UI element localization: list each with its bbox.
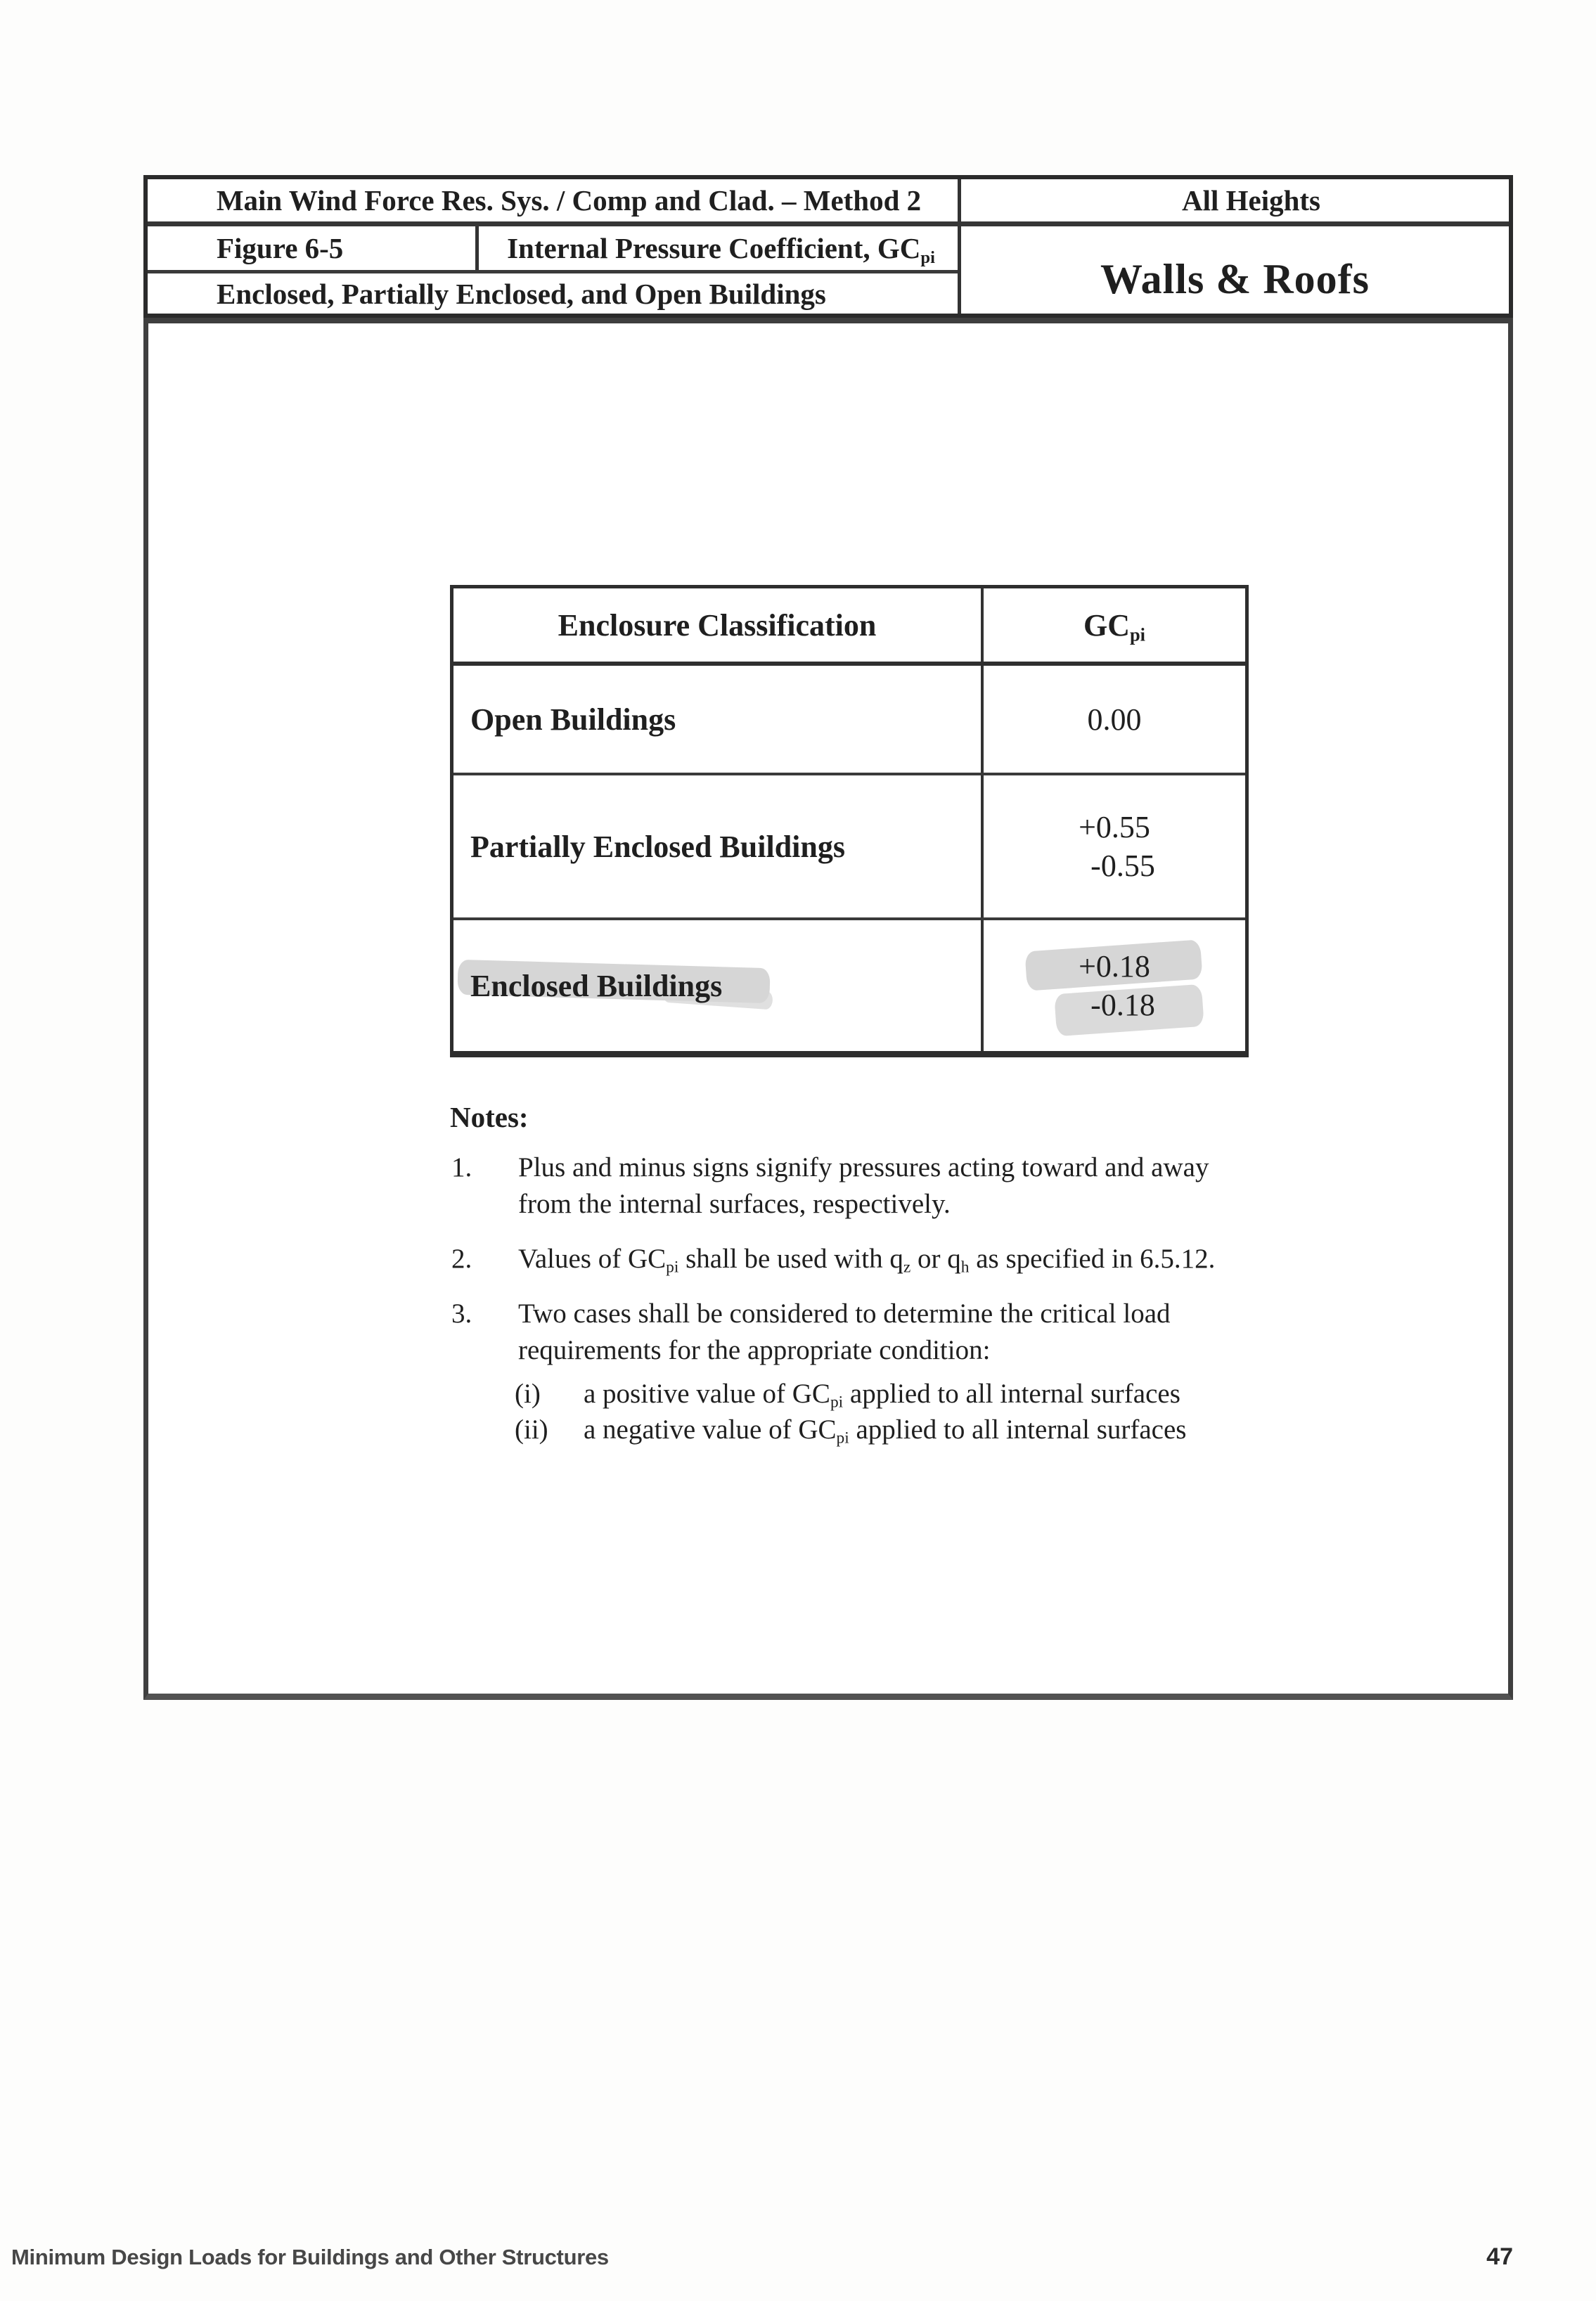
title-bar-left-section bbox=[148, 226, 961, 314]
surfaces-label: Walls & Roofs bbox=[1100, 255, 1370, 302]
note-item bbox=[450, 1241, 1350, 1277]
classification-header: Enclosure Classification bbox=[558, 607, 877, 643]
table-row bbox=[453, 666, 1245, 775]
classification-header-cell bbox=[453, 588, 984, 662]
coefficient-value: -0.18 bbox=[1090, 988, 1155, 1022]
table-row bbox=[453, 775, 1245, 920]
system-label-cell bbox=[148, 179, 961, 221]
coefficient-value: 0.00 bbox=[1087, 702, 1142, 737]
figure-row bbox=[148, 226, 958, 273]
classification-cell bbox=[453, 666, 984, 773]
figure-title-bar bbox=[143, 175, 1513, 318]
note-text-line: Plus and minus signs signify pressures acting toward and away bbox=[518, 1152, 1209, 1182]
coefficient-value: -0.55 bbox=[1090, 849, 1155, 883]
classification-label: Partially Enclosed Buildings bbox=[470, 829, 845, 864]
title-bar-row-1 bbox=[148, 179, 1509, 226]
scope-label: Enclosed, Partially Enclosed, and Open Buildings bbox=[217, 277, 826, 310]
figure-title: Internal Pressure Coefficient, $GC_{pi}$ bbox=[507, 232, 935, 267]
note-subitem-number: (i) bbox=[515, 1379, 541, 1409]
note-subitem bbox=[515, 1376, 1350, 1412]
note-text-line: requirements for the appropriate condition: bbox=[518, 1335, 991, 1365]
coefficient-header: $GC_{pi}$ bbox=[1083, 607, 1145, 645]
note-subitems bbox=[515, 1376, 1350, 1448]
note-text-line: Two cases shall be considered to determine the critical load bbox=[518, 1298, 1171, 1329]
table-row bbox=[453, 920, 1245, 1051]
note-subitem-text: a negative value of $GC_{pi}$ applied to all internal surfaces bbox=[584, 1414, 1187, 1448]
page-number: 47 bbox=[1486, 2243, 1513, 2270]
coefficient-header-cell bbox=[984, 588, 1245, 662]
notes-title: Notes: bbox=[450, 1101, 529, 1133]
system-label: Main Wind Force Res. Sys. / Comp and Clad. – Method 2 bbox=[216, 184, 922, 217]
notes-items bbox=[450, 1149, 1350, 1448]
figure-title-cell bbox=[479, 226, 958, 270]
note-subitem-text: a positive value of $GC_{pi}$ applied to all internal surfaces bbox=[584, 1379, 1180, 1412]
coefficient-cell bbox=[984, 775, 1245, 917]
page-footer bbox=[11, 2243, 1513, 2271]
surfaces-cell bbox=[961, 226, 1509, 314]
coefficient-cell bbox=[984, 666, 1245, 773]
note-number: 3. bbox=[451, 1298, 472, 1329]
note-text-line: Values of $GC_{pi}$ shall be used with $q_z$ or $q_h$ as specified in 6.5.12. bbox=[518, 1244, 1216, 1277]
heights-label-cell bbox=[961, 179, 1509, 221]
book-title: Minimum Design Loads for Buildings and Other Structures bbox=[11, 2245, 609, 2269]
table-header-row bbox=[453, 588, 1245, 666]
gcpi-table-body bbox=[453, 666, 1245, 1051]
note-item bbox=[450, 1296, 1350, 1448]
classification-label: Open Buildings bbox=[470, 702, 676, 737]
classification-cell bbox=[453, 775, 984, 917]
notes-section bbox=[450, 1099, 1350, 1466]
note-subitem bbox=[515, 1412, 1350, 1448]
figure-number: Figure 6-5 bbox=[217, 232, 344, 264]
note-number: 2. bbox=[451, 1244, 472, 1274]
heights-label: All Heights bbox=[1181, 184, 1321, 217]
note-item bbox=[450, 1149, 1350, 1223]
scope-cell bbox=[148, 273, 958, 314]
note-number: 1. bbox=[451, 1152, 472, 1182]
note-subitem-number: (ii) bbox=[515, 1414, 548, 1445]
figure-number-cell bbox=[148, 226, 479, 270]
classification-cell bbox=[453, 920, 984, 1051]
coefficient-value: +0.18 bbox=[1079, 949, 1150, 984]
coefficient-value: +0.55 bbox=[1079, 810, 1150, 844]
note-text-line: from the internal surfaces, respectively. bbox=[518, 1189, 951, 1219]
title-bar-row-2 bbox=[148, 226, 1509, 314]
classification-label: Enclosed Buildings bbox=[470, 968, 723, 1003]
coefficient-cell bbox=[984, 920, 1245, 1051]
gcpi-table bbox=[450, 585, 1249, 1057]
